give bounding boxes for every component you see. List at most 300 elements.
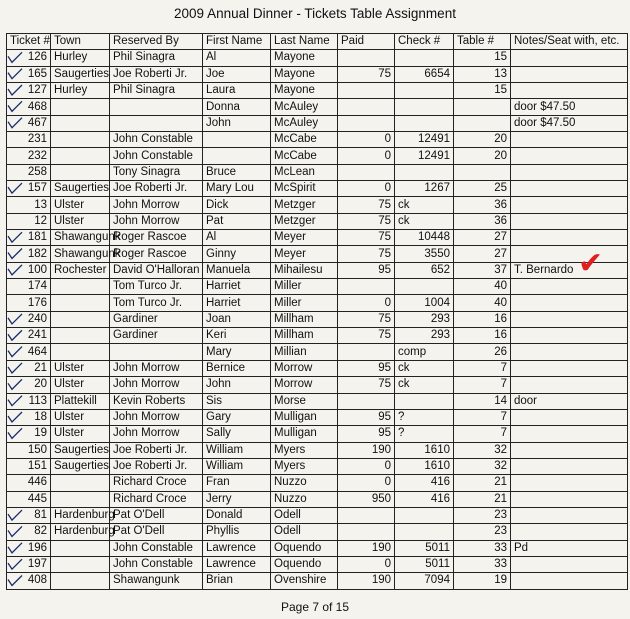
check-cell: 1610 [395, 458, 454, 474]
last-name-cell: Metzger [271, 213, 338, 229]
paid-cell [338, 164, 395, 180]
last-name-cell: Mihailesu [271, 262, 338, 278]
ticket-cell: 468 [7, 99, 51, 115]
paid-cell: 75 [338, 197, 395, 213]
reserved-by-cell: Roger Rascoe [110, 230, 203, 246]
first-name-cell: Keri [203, 328, 271, 344]
last-name-cell: McSpirit [271, 181, 338, 197]
notes-cell [511, 279, 628, 295]
check-cell [395, 524, 454, 540]
reserved-by-cell: Shawangunk [110, 573, 203, 589]
check-cell [395, 50, 454, 66]
ticket-cell: 446 [7, 475, 51, 491]
table-number-cell: 16 [454, 328, 511, 344]
first-name-cell: Bruce [203, 164, 271, 180]
town-cell [51, 573, 110, 589]
check-cell [395, 279, 454, 295]
first-name-cell: John [203, 377, 271, 393]
table-number-cell: 19 [454, 573, 511, 589]
notes-cell [511, 311, 628, 327]
table-row [7, 115, 628, 131]
town-cell [51, 132, 110, 148]
ticket-cell: 151 [7, 458, 51, 474]
reserved-by-cell: John Morrow [110, 360, 203, 376]
town-cell: Hurley [51, 82, 110, 98]
notes-cell [511, 66, 628, 82]
check-cell: ? [395, 409, 454, 425]
ticket-cell: 241 [7, 328, 51, 344]
first-name-cell [203, 148, 271, 164]
check-cell: ? [395, 426, 454, 442]
ticket-cell: 126 [7, 50, 51, 66]
town-cell: Hardenburg [51, 524, 110, 540]
paid-cell: 0 [338, 458, 395, 474]
check-cell: 6654 [395, 66, 454, 82]
table-number-cell: 20 [454, 132, 511, 148]
paid-cell [338, 393, 395, 409]
notes-cell [511, 573, 628, 589]
town-cell [51, 328, 110, 344]
paid-cell [338, 99, 395, 115]
paid-cell [338, 279, 395, 295]
ticket-cell: 196 [7, 540, 51, 556]
paid-cell: 190 [338, 540, 395, 556]
table-number-cell: 37 [454, 262, 511, 278]
first-name-cell: Bernice [203, 360, 271, 376]
first-name-cell: Mary Lou [203, 181, 271, 197]
ticket-cell: 100 [7, 262, 51, 278]
table-number-cell: 15 [454, 82, 511, 98]
header-reserved-by: Reserved By [110, 34, 203, 50]
first-name-cell: Joan [203, 311, 271, 327]
table-number-cell: 14 [454, 393, 511, 409]
ticket-cell: 20 [7, 377, 51, 393]
reserved-by-cell [110, 344, 203, 360]
table-row [7, 279, 628, 295]
ticket-cell: 127 [7, 82, 51, 98]
notes-cell [511, 246, 628, 262]
first-name-cell: Al [203, 50, 271, 66]
notes-cell [511, 50, 628, 66]
last-name-cell: Oquendo [271, 540, 338, 556]
notes-cell [511, 181, 628, 197]
ticket-cell: 82 [7, 524, 51, 540]
ticket-cell: 231 [7, 132, 51, 148]
reserved-by-cell: Phil Sinagra [110, 50, 203, 66]
reserved-by-cell: John Morrow [110, 409, 203, 425]
page-footer: Page 7 of 15 [280, 600, 350, 614]
table-row [7, 458, 628, 474]
table-number-cell: 40 [454, 295, 511, 311]
notes-cell: door [511, 393, 628, 409]
notes-cell [511, 148, 628, 164]
check-cell [395, 115, 454, 131]
last-name-cell: Odell [271, 507, 338, 523]
ticket-cell: 408 [7, 573, 51, 589]
header-paid: Paid [338, 34, 395, 50]
ticket-cell: 181 [7, 230, 51, 246]
table-row [7, 82, 628, 98]
table-row [7, 311, 628, 327]
header-check: Check # [395, 34, 454, 50]
notes-cell [511, 360, 628, 376]
paid-cell: 0 [338, 556, 395, 572]
table-number-cell: 23 [454, 524, 511, 540]
paid-cell: 190 [338, 442, 395, 458]
table-number-cell: 36 [454, 197, 511, 213]
check-cell: 12491 [395, 132, 454, 148]
table-number-cell: 15 [454, 50, 511, 66]
notes-cell [511, 230, 628, 246]
paid-cell [338, 82, 395, 98]
reserved-by-cell: Joe Roberti Jr. [110, 181, 203, 197]
town-cell: Ulster [51, 409, 110, 425]
last-name-cell: Odell [271, 524, 338, 540]
town-cell [51, 295, 110, 311]
ticket-cell: 113 [7, 393, 51, 409]
notes-cell: door $47.50 [511, 99, 628, 115]
reserved-by-cell: Kevin Roberts [110, 393, 203, 409]
check-cell: 10448 [395, 230, 454, 246]
reserved-by-cell: Richard Croce [110, 475, 203, 491]
first-name-cell: Mary [203, 344, 271, 360]
table-row [7, 475, 628, 491]
town-cell [51, 344, 110, 360]
header-first-name: First Name [203, 34, 271, 50]
table-row [7, 426, 628, 442]
table-number-cell: 7 [454, 360, 511, 376]
town-cell [51, 475, 110, 491]
table-number-cell: 20 [454, 148, 511, 164]
ticket-cell: 19 [7, 426, 51, 442]
ticket-cell: 176 [7, 295, 51, 311]
paid-cell [338, 115, 395, 131]
check-cell [395, 507, 454, 523]
ticket-cell: 165 [7, 66, 51, 82]
table-number-cell: 21 [454, 491, 511, 507]
last-name-cell: Morrow [271, 377, 338, 393]
town-cell: Ulster [51, 377, 110, 393]
town-cell [51, 99, 110, 115]
check-cell: 293 [395, 311, 454, 327]
paid-cell: 95 [338, 409, 395, 425]
ticket-cell: 258 [7, 164, 51, 180]
last-name-cell: Mayone [271, 66, 338, 82]
reserved-by-cell: Roger Rascoe [110, 246, 203, 262]
table-number-cell: 7 [454, 377, 511, 393]
table-row [7, 230, 628, 246]
first-name-cell: Manuela [203, 262, 271, 278]
ticket-cell: 21 [7, 360, 51, 376]
reserved-by-cell: Pat O'Dell [110, 524, 203, 540]
last-name-cell: Morrow [271, 360, 338, 376]
town-cell: Plattekill [51, 393, 110, 409]
town-cell: Hardenburg [51, 507, 110, 523]
check-cell: ck [395, 360, 454, 376]
last-name-cell: Millian [271, 344, 338, 360]
ticket-cell: 445 [7, 491, 51, 507]
check-cell [395, 164, 454, 180]
last-name-cell: McCabe [271, 132, 338, 148]
paid-cell: 0 [338, 295, 395, 311]
table-number-cell: 26 [454, 344, 511, 360]
town-cell: Hurley [51, 50, 110, 66]
last-name-cell: Myers [271, 442, 338, 458]
notes-cell [511, 491, 628, 507]
ticket-cell: 150 [7, 442, 51, 458]
last-name-cell: Meyer [271, 230, 338, 246]
table-row [7, 393, 628, 409]
header-ticket: Ticket # [7, 34, 51, 50]
town-cell: Saugerties [51, 181, 110, 197]
notes-cell [511, 556, 628, 572]
last-name-cell: Mayone [271, 82, 338, 98]
first-name-cell: Harriet [203, 295, 271, 311]
ticket-table [6, 33, 628, 590]
last-name-cell: Ovenshire [271, 573, 338, 589]
table-number-cell: 27 [454, 230, 511, 246]
last-name-cell: Mayone [271, 50, 338, 66]
first-name-cell: Brian [203, 573, 271, 589]
reserved-by-cell: Pat O'Dell [110, 507, 203, 523]
table-row [7, 409, 628, 425]
last-name-cell: Nuzzo [271, 475, 338, 491]
town-cell: Ulster [51, 213, 110, 229]
check-cell: ck [395, 213, 454, 229]
first-name-cell: Gary [203, 409, 271, 425]
check-cell: 416 [395, 475, 454, 491]
notes-cell [511, 164, 628, 180]
table-row [7, 328, 628, 344]
notes-cell [511, 197, 628, 213]
paid-cell [338, 507, 395, 523]
town-cell: Ulster [51, 360, 110, 376]
notes-cell [511, 344, 628, 360]
last-name-cell: McAuley [271, 99, 338, 115]
check-cell: 293 [395, 328, 454, 344]
town-cell: Saugerties [51, 458, 110, 474]
reserved-by-cell: Joe Roberti Jr. [110, 442, 203, 458]
paid-cell: 75 [338, 328, 395, 344]
table-row [7, 50, 628, 66]
header-last-name: Last Name [271, 34, 338, 50]
table-row [7, 164, 628, 180]
reserved-by-cell: Phil Sinagra [110, 82, 203, 98]
town-cell [51, 491, 110, 507]
check-cell: 5011 [395, 556, 454, 572]
notes-cell [511, 82, 628, 98]
first-name-cell: Lawrence [203, 540, 271, 556]
notes-cell: door $47.50 [511, 115, 628, 131]
ticket-cell: 174 [7, 279, 51, 295]
paid-cell: 75 [338, 230, 395, 246]
ticket-cell: 197 [7, 556, 51, 572]
last-name-cell: Morse [271, 393, 338, 409]
check-cell [395, 99, 454, 115]
first-name-cell [203, 132, 271, 148]
notes-cell [511, 458, 628, 474]
first-name-cell: Pat [203, 213, 271, 229]
paid-cell: 95 [338, 426, 395, 442]
table-row [7, 181, 628, 197]
check-cell: 7094 [395, 573, 454, 589]
check-cell: 1610 [395, 442, 454, 458]
first-name-cell: Joe [203, 66, 271, 82]
ticket-cell: 467 [7, 115, 51, 131]
table-number-cell [454, 99, 511, 115]
first-name-cell: Sis [203, 393, 271, 409]
table-row [7, 246, 628, 262]
table-number-cell: 27 [454, 246, 511, 262]
reserved-by-cell: John Morrow [110, 377, 203, 393]
town-cell [51, 164, 110, 180]
notes-cell [511, 475, 628, 491]
town-cell [51, 540, 110, 556]
table-row [7, 213, 628, 229]
paid-cell: 75 [338, 213, 395, 229]
check-cell: 5011 [395, 540, 454, 556]
notes-cell [511, 426, 628, 442]
table-number-cell [454, 115, 511, 131]
ticket-cell: 240 [7, 311, 51, 327]
paid-cell: 75 [338, 311, 395, 327]
notes-cell: T. Bernardo [511, 262, 628, 278]
reserved-by-cell: Joe Roberti Jr. [110, 458, 203, 474]
first-name-cell: John [203, 115, 271, 131]
notes-cell [511, 328, 628, 344]
paid-cell: 75 [338, 66, 395, 82]
table-number-cell: 25 [454, 181, 511, 197]
paid-cell: 0 [338, 475, 395, 491]
table-number-cell: 33 [454, 540, 511, 556]
town-cell: Shawangunk [51, 246, 110, 262]
reserved-by-cell: Joe Roberti Jr. [110, 66, 203, 82]
header-town: Town [51, 34, 110, 50]
last-name-cell: Nuzzo [271, 491, 338, 507]
last-name-cell: Meyer [271, 246, 338, 262]
notes-cell [511, 295, 628, 311]
table-row [7, 377, 628, 393]
town-cell: Saugerties [51, 66, 110, 82]
notes-cell [511, 442, 628, 458]
reserved-by-cell: John Constable [110, 132, 203, 148]
town-cell [51, 279, 110, 295]
first-name-cell: Donald [203, 507, 271, 523]
town-cell: Shawangunk [51, 230, 110, 246]
town-cell [51, 115, 110, 131]
reserved-by-cell: Tom Turco Jr. [110, 279, 203, 295]
notes-cell [511, 132, 628, 148]
table-number-cell: 32 [454, 442, 511, 458]
town-cell [51, 556, 110, 572]
reserved-by-cell: John Morrow [110, 213, 203, 229]
reserved-by-cell: John Constable [110, 148, 203, 164]
ticket-cell: 81 [7, 507, 51, 523]
notes-cell: Pd [511, 540, 628, 556]
first-name-cell: William [203, 458, 271, 474]
check-cell: 1267 [395, 181, 454, 197]
check-cell: ck [395, 197, 454, 213]
town-cell: Ulster [51, 197, 110, 213]
reserved-by-cell: John Constable [110, 540, 203, 556]
first-name-cell: Jerry [203, 491, 271, 507]
ticket-cell: 12 [7, 213, 51, 229]
first-name-cell: Fran [203, 475, 271, 491]
last-name-cell: Mulligan [271, 409, 338, 425]
table-row [7, 556, 628, 572]
last-name-cell: McLean [271, 164, 338, 180]
table-row [7, 573, 628, 589]
header-row [7, 34, 628, 50]
table-number-cell: 40 [454, 279, 511, 295]
table-row [7, 148, 628, 164]
table-body [7, 50, 628, 589]
table-number-cell: 21 [454, 475, 511, 491]
paid-cell [338, 344, 395, 360]
reserved-by-cell: John Constable [110, 556, 203, 572]
town-cell: Ulster [51, 426, 110, 442]
notes-cell [511, 213, 628, 229]
check-cell: 3550 [395, 246, 454, 262]
paid-cell: 95 [338, 262, 395, 278]
table-row [7, 66, 628, 82]
paid-cell: 190 [338, 573, 395, 589]
notes-cell [511, 524, 628, 540]
reserved-by-cell: John Morrow [110, 197, 203, 213]
table-row [7, 344, 628, 360]
town-cell: Rochester [51, 262, 110, 278]
ticket-cell: 157 [7, 181, 51, 197]
table-row [7, 491, 628, 507]
check-cell: comp [395, 344, 454, 360]
first-name-cell: Lawrence [203, 556, 271, 572]
table-row [7, 524, 628, 540]
reserved-by-cell: Tony Sinagra [110, 164, 203, 180]
table-row [7, 197, 628, 213]
town-cell [51, 148, 110, 164]
notes-cell [511, 377, 628, 393]
first-name-cell: Donna [203, 99, 271, 115]
paid-cell: 95 [338, 360, 395, 376]
reserved-by-cell [110, 99, 203, 115]
red-checkmark-icon: ✔ [578, 246, 604, 281]
ticket-cell: 232 [7, 148, 51, 164]
first-name-cell: Sally [203, 426, 271, 442]
check-cell [395, 393, 454, 409]
paid-cell: 950 [338, 491, 395, 507]
last-name-cell: McCabe [271, 148, 338, 164]
table-row [7, 540, 628, 556]
reserved-by-cell: Gardiner [110, 328, 203, 344]
ticket-cell: 18 [7, 409, 51, 425]
notes-cell [511, 409, 628, 425]
paid-cell [338, 50, 395, 66]
last-name-cell: Metzger [271, 197, 338, 213]
first-name-cell: Ginny [203, 246, 271, 262]
check-cell [395, 82, 454, 98]
table-row [7, 507, 628, 523]
table-row [7, 295, 628, 311]
ticket-cell: 13 [7, 197, 51, 213]
table-number-cell: 32 [454, 458, 511, 474]
notes-cell [511, 507, 628, 523]
header-table: Table # [454, 34, 511, 50]
table-number-cell [454, 164, 511, 180]
paid-cell: 0 [338, 148, 395, 164]
table-number-cell: 7 [454, 426, 511, 442]
table-number-cell: 16 [454, 311, 511, 327]
reserved-by-cell: Tom Turco Jr. [110, 295, 203, 311]
